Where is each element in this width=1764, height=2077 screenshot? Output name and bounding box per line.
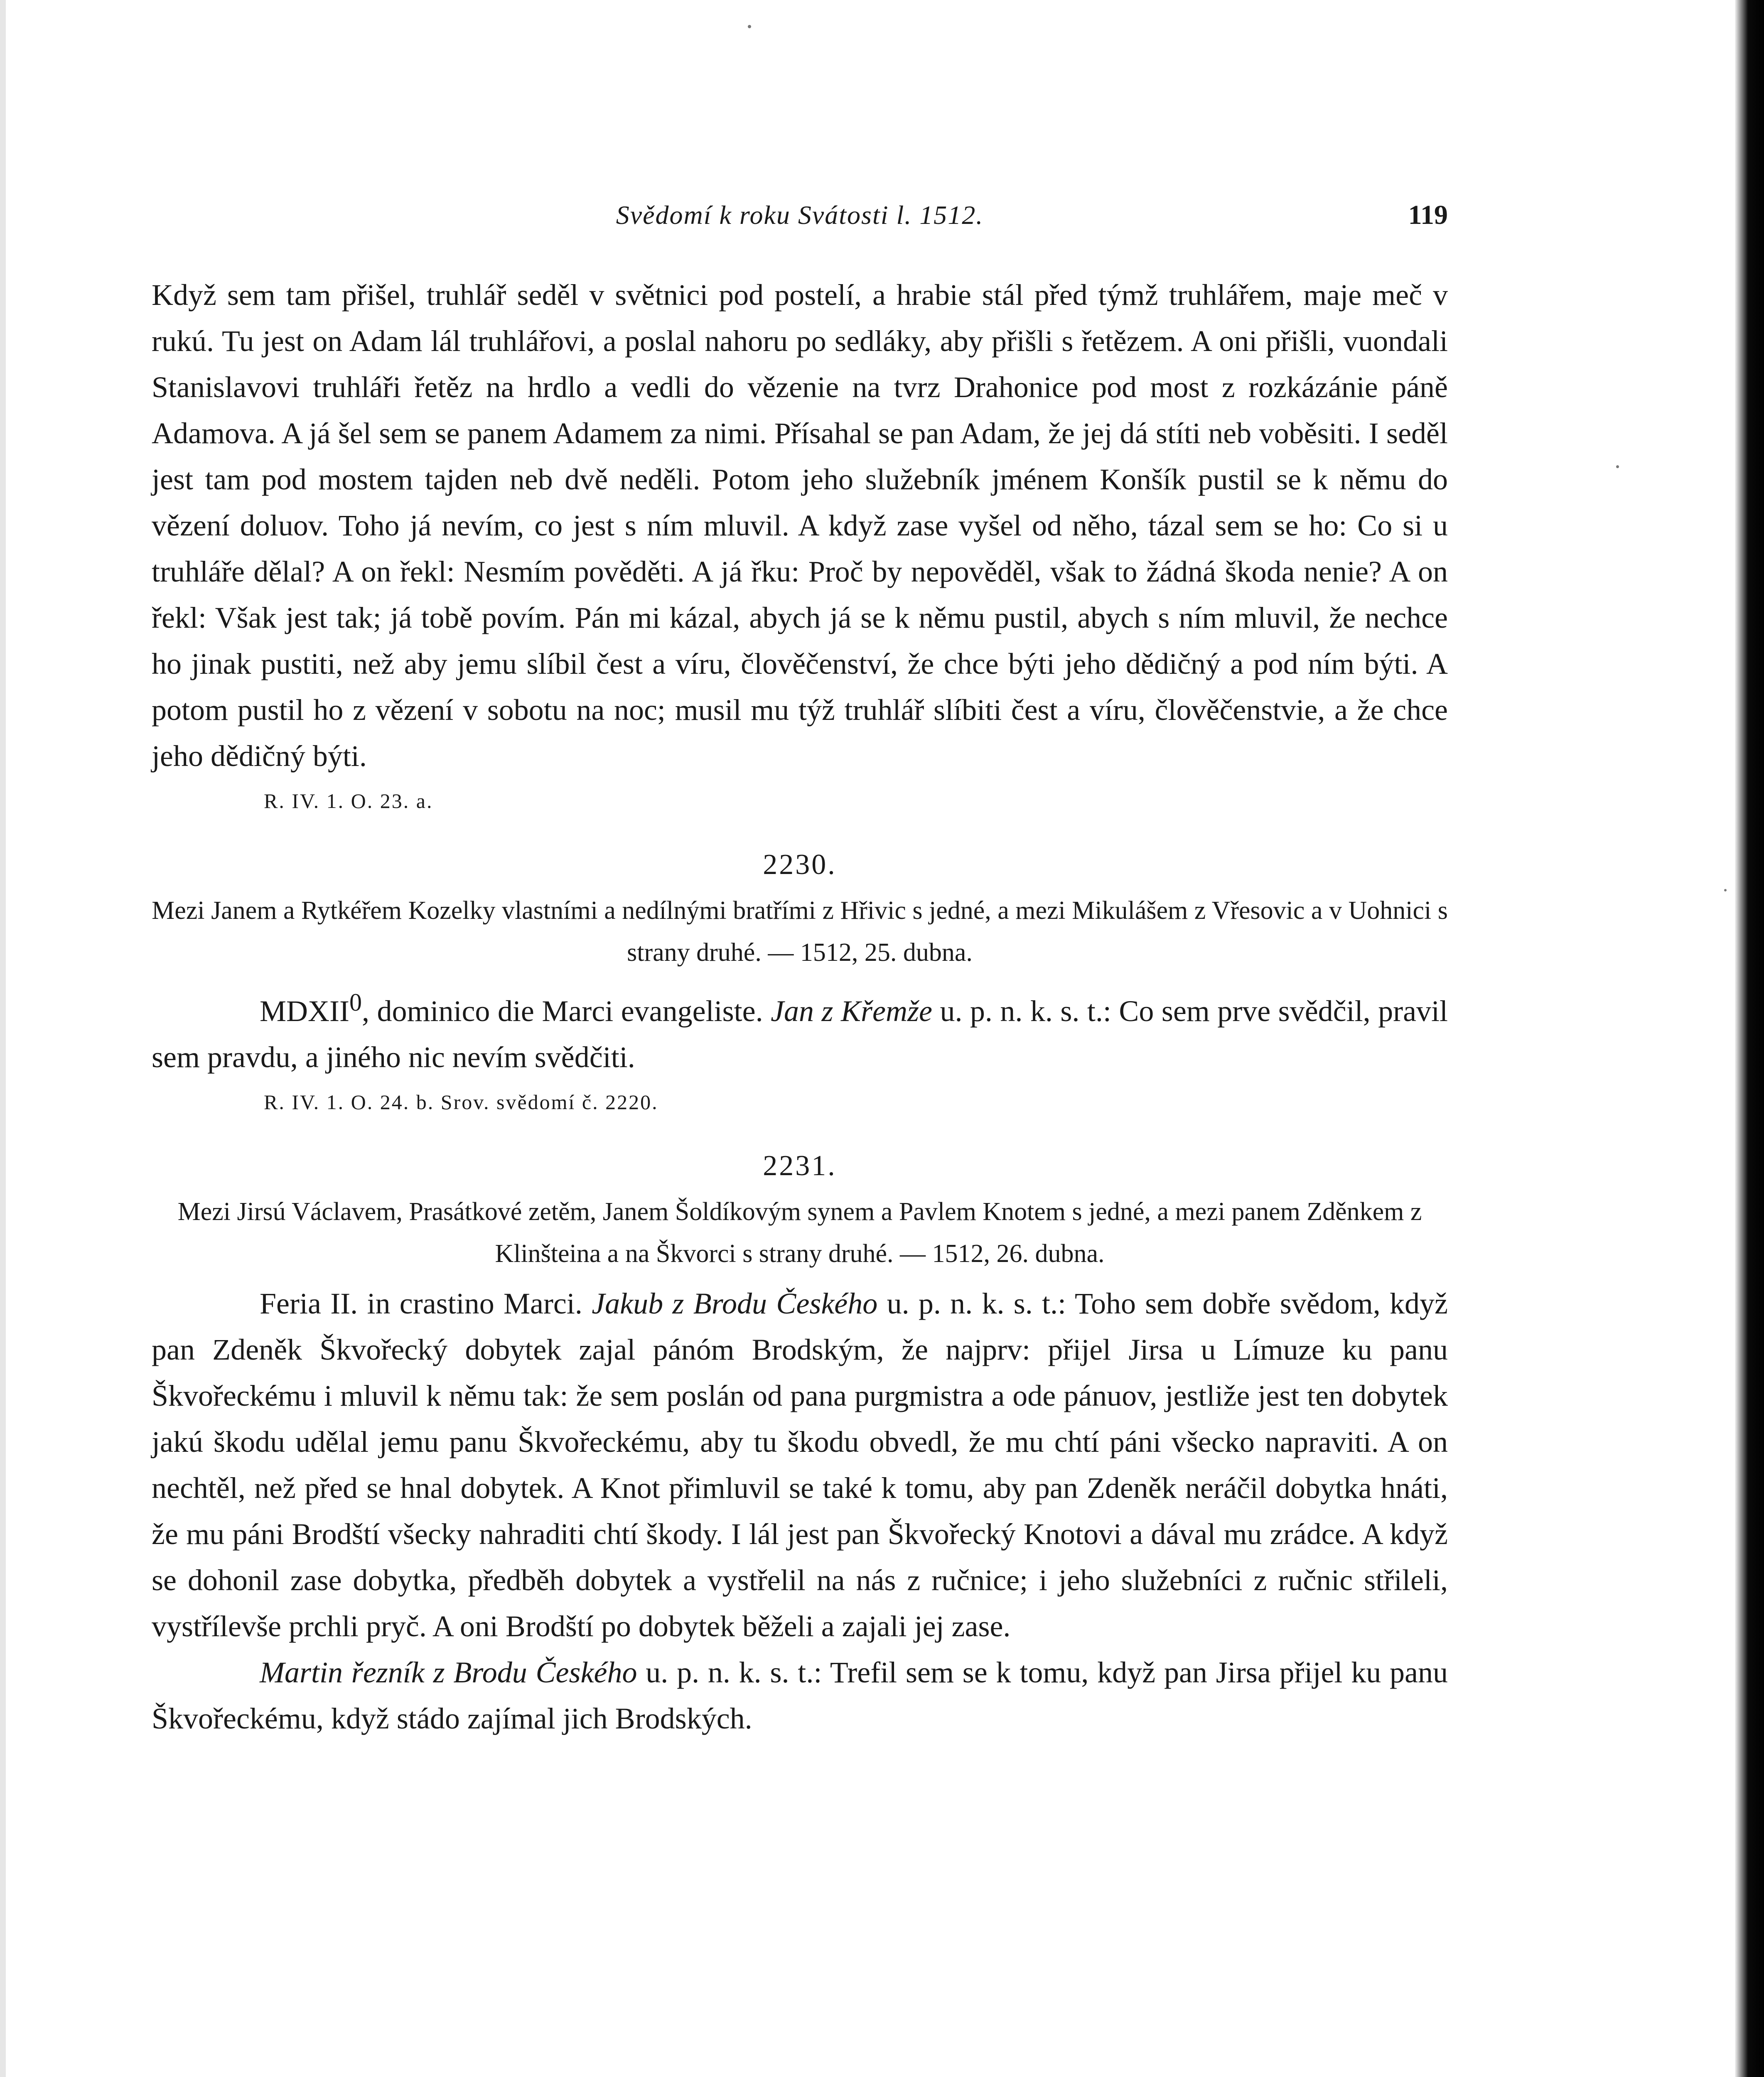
witness-name: Jan z Křemže bbox=[771, 994, 932, 1028]
document-number: 2230. bbox=[763, 849, 837, 881]
date: , dominico die Marci evangeliste. bbox=[361, 994, 763, 1028]
testimony-text: u. p. n. k. s. t.: Co sem prve svědčil, pravil sem pravdu, a jiného nic nevím svědčiti. bbox=[152, 994, 1448, 1074]
date-lead: MDXII bbox=[260, 994, 349, 1028]
scan-right-edge bbox=[1735, 0, 1764, 2077]
book-page bbox=[152, 0, 1448, 2077]
date-lead-superscript: 0 bbox=[349, 989, 362, 1016]
testimony-paragraph bbox=[152, 1281, 1448, 1650]
scan-speck bbox=[1724, 889, 1727, 891]
testimony-text: u. p. n. k. s. t.: Toho sem dobře svědom, když pan Zdeněk Škvořecký dobytek zajal pánóm Brodským, že najprv: přijel Jirsa u Límuze ku panu Škvořeckému i mluvil k němu tak: že sem poslán od pana purgmistra a ode pánuov, jestliže jest ten dobytek jakú škodu udělal jemu panu Škvořeckému, aby tu škodu obvedl, že mu chtí páni všecko napraviti. A on nechtěl, než před se hnal dobytek. A Knot přimluvil se také k tomu, aby pan Zdeněk neráčil dobytka hnáti, že mu páni Brodští všecky nahraditi chtí škody. I lál jest pan Škvořecký Knotovi a dával mu zrádce. A když se dohonil zase dobytka, předběh dobytek a vystřelil na nás z ručnice; i jeho služebníci z ručnic střileli, vystřílevše prchli pryč. A oni Brodští po dobytek běželi a zajali jej zase. bbox=[152, 1287, 1448, 1643]
date: Feria II. in crastino Marci. bbox=[260, 1287, 582, 1320]
scan-speck bbox=[1616, 465, 1619, 468]
scan-left-edge bbox=[0, 0, 6, 2077]
page-number: 119 bbox=[1408, 200, 1448, 230]
running-title: Svědomí k roku Svátosti l. 1512. bbox=[616, 200, 984, 230]
witness-name: Martin řezník z Brodu Českého bbox=[260, 1656, 637, 1689]
running-head bbox=[152, 199, 1448, 232]
document-heading: Mezi Janem a Rytkéřem Kozelky vlastními a nedílnými bratřími z Hřivic s jedné, a mezi Mikulášem z Vřesovic a v Uohnici s strany druhé. — 1512, 25. dubna. bbox=[152, 896, 1448, 967]
witness-name: Jakub z Brodu Českého bbox=[592, 1287, 878, 1320]
document-heading: Mezi Jirsú Václavem, Prasátkové zetěm, Janem Šoldíkovým synem a Pavlem Knotem s jedné, a mezi panem Zděnkem z Klinšteina a na Škvorci s strany druhé. — 1512, 26. dubna. bbox=[177, 1198, 1422, 1268]
document-number: 2231. bbox=[763, 1150, 837, 1182]
archive-reference: R. IV. 1. O. 23. a. bbox=[264, 789, 433, 813]
archive-reference: R. IV. 1. O. 24. b. Srov. svědomí č. 2220. bbox=[264, 1090, 658, 1114]
body-text bbox=[152, 272, 1448, 1742]
testimony-paragraph: Když sem tam přišel, truhlář seděl v světnici pod postelí, a hrabie stál před týmž truhlářem, maje meč v rukú. Tu jest on Adam lál truhlářovi, a poslal nahoru po sedláky, aby přišli s řetězem. A oni přišli, vuondali Stanislavovi truhláři řetěz na hrdlo a vedli do vězenie na tvrz Drahonice pod most z rozkázánie páně Adamova. A já šel sem se panem Adamem za nimi. Přísahal se pan Adam, že jej dá stíti neb voběsiti. I seděl jest tam pod mostem tajden neb dvě neděli. Potom jeho služebník jménem Konšík pustil se k němu do vězení doluov. Toho já nevím, co jest s ním mluvil. A když zase vyšel od něho, tázal sem se ho: Co si u truhláře dělal? A on řekl: Nesmím pověděti. A já řku: Proč by nepověděl, však to žádná škoda nenie? A on řekl: Však jest tak; já tobě povím. Pán mi kázal, abych já se k němu pustil, abych s ním mluvil, že nechce ho jinak pustiti, než aby jemu slíbil čest a víru, člověčenství, že chce býti jeho dědičný a pod ním býti. A potom pustil ho z vězení v sobotu na noc; musil mu týž truhlář slíbiti čest a víru, člověčenstvie, a že chce jeho dědičný býti. bbox=[152, 278, 1448, 773]
testimony-paragraph bbox=[152, 980, 1448, 1080]
testimony-text: u. p. n. k. s. t.: Trefil sem se k tomu, když pan Jirsa přijel ku panu Škvořeckému, když stádo zajímal jich Brodských. bbox=[152, 1656, 1448, 1735]
testimony-paragraph bbox=[152, 1650, 1448, 1742]
